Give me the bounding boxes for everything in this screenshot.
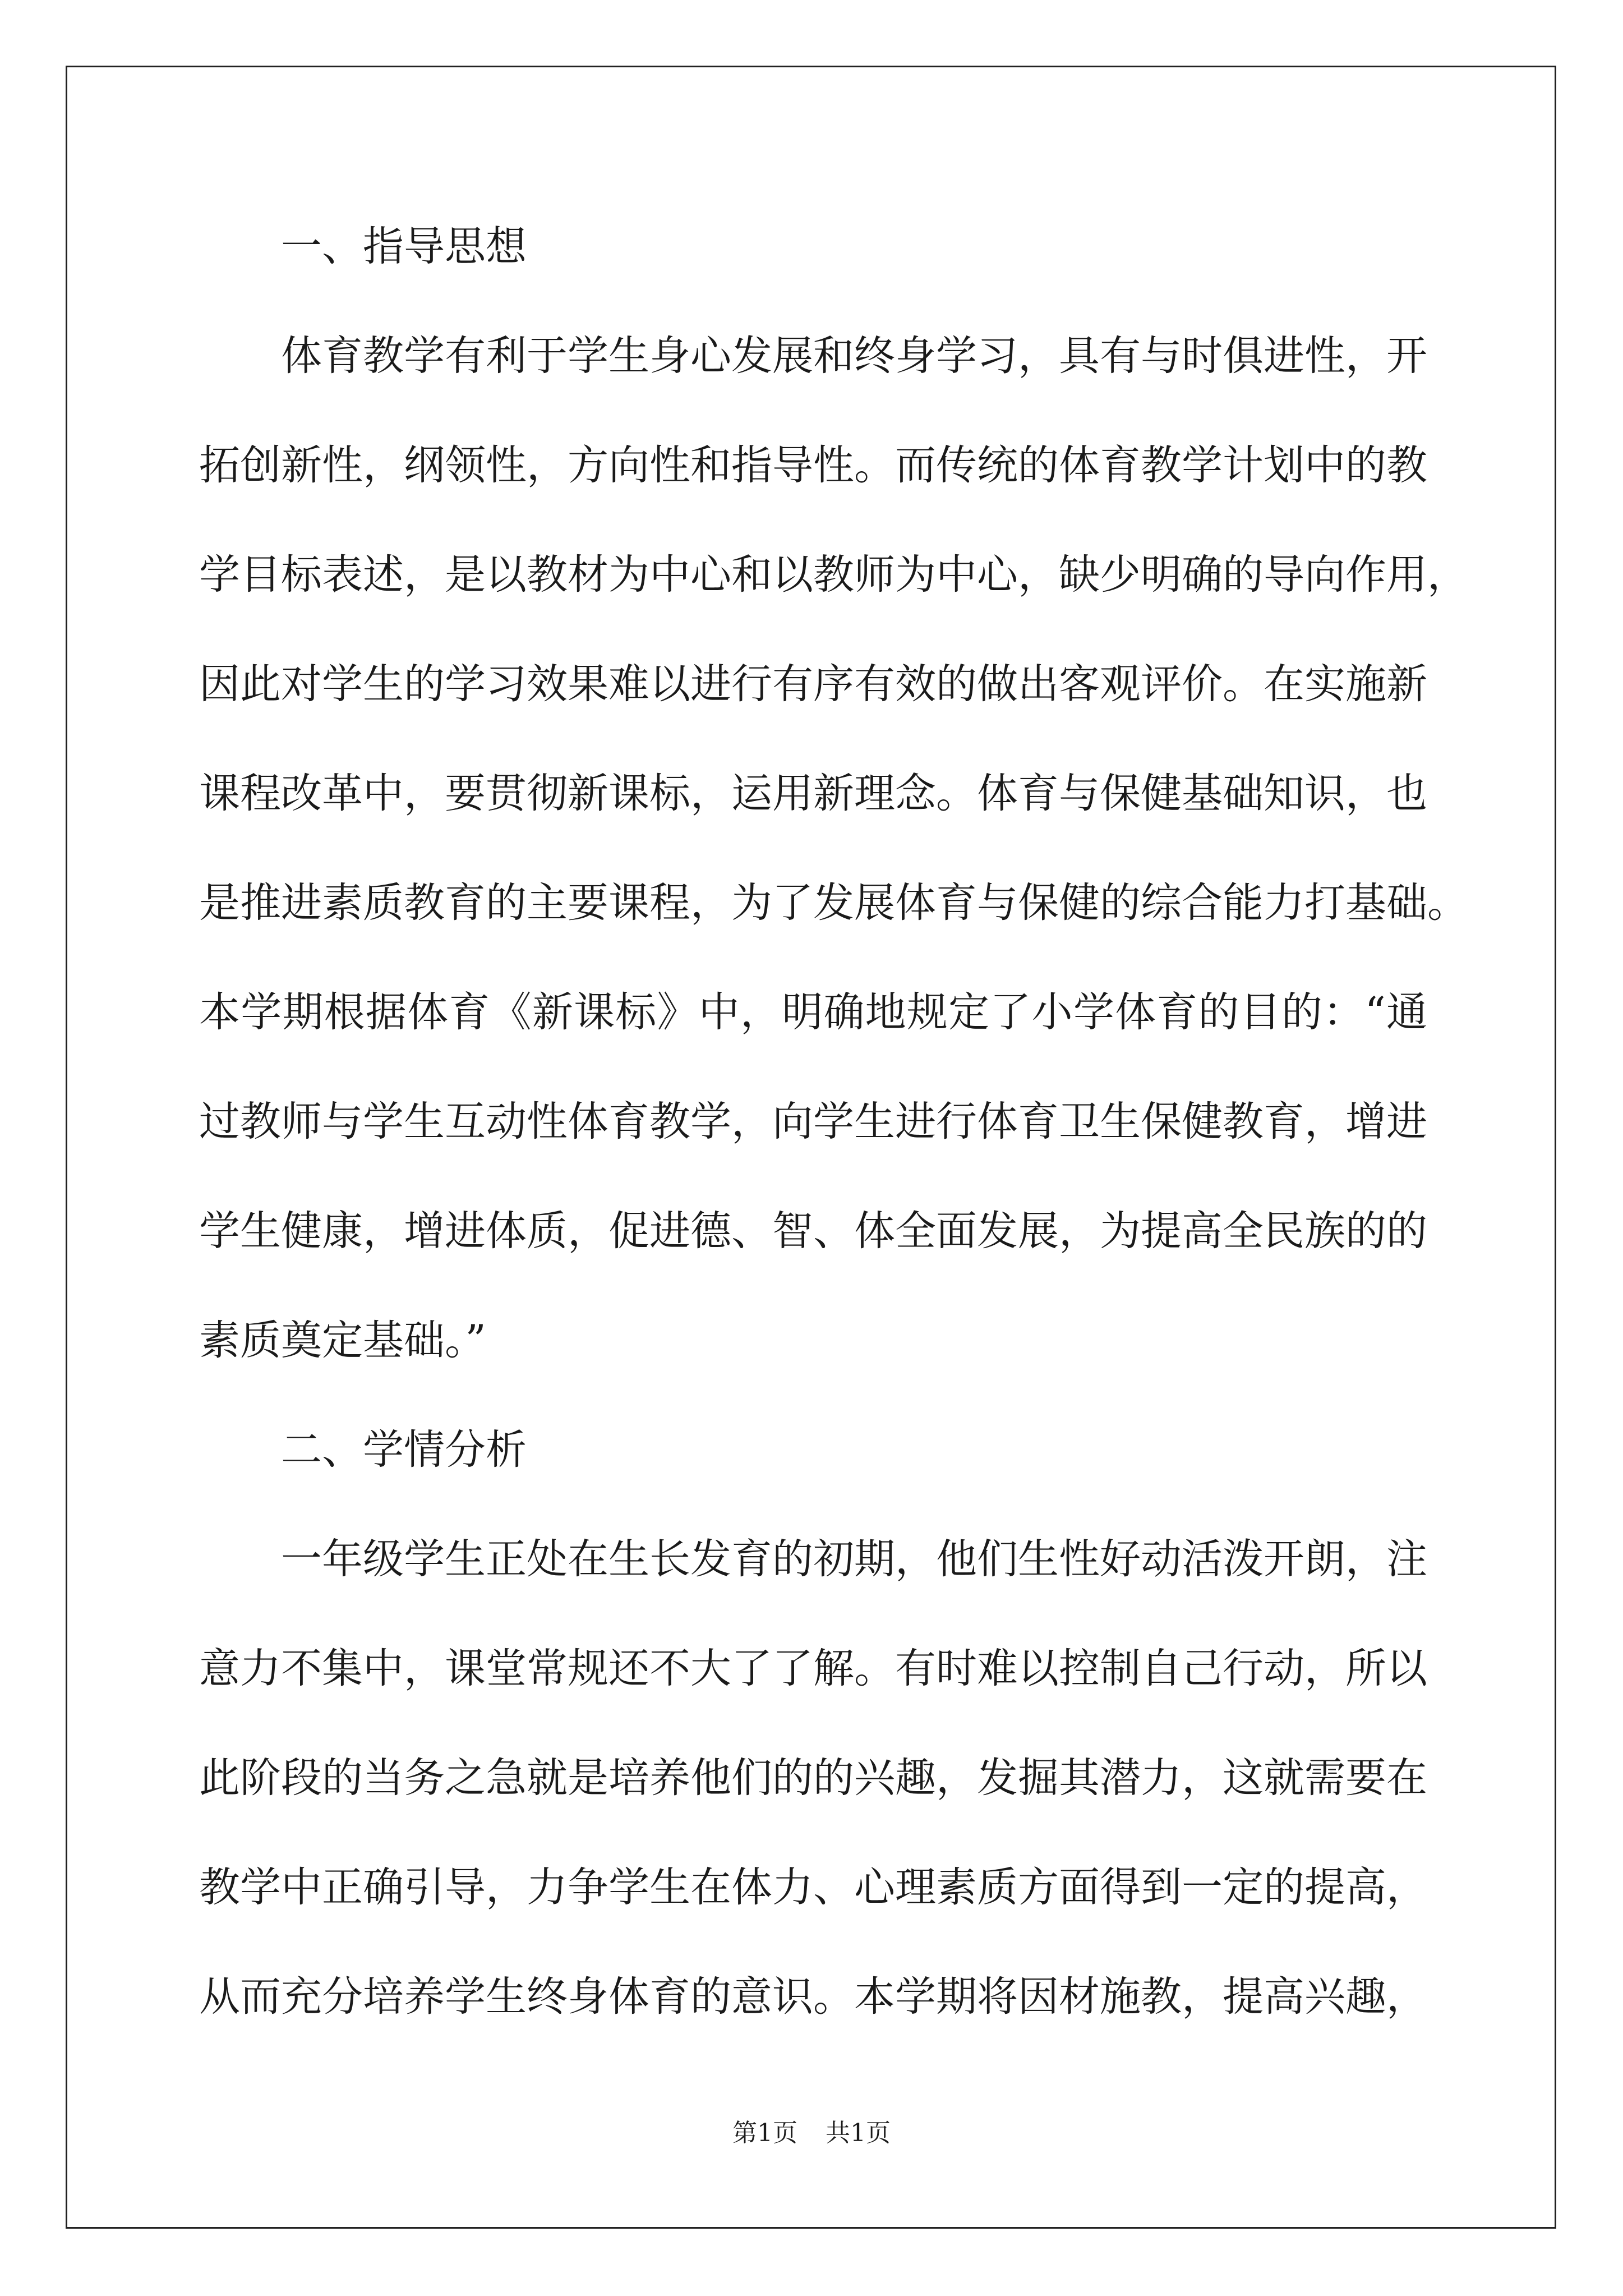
page-number: 第1页 [732,2119,797,2147]
text-line: 学生健康，增进体质，促进德、智、体全面发展，为提高全民族的的 [199,1207,1427,1255]
document-body [199,216,1468,2076]
text-line: 素质奠定基础。” [199,1317,486,1364]
text-line: 意力不集中，课堂常规还不大了了解。有时难以控制自己行动，所以 [199,1645,1427,1692]
text-line: 体育教学有利于学生身心发展和终身学习，具有与时俱进性，开 [281,332,1427,380]
page-footer [0,2116,1623,2150]
text-line: 课程改革中，要贯彻新课标，运用新理念。体育与保健基础知识，也 [199,770,1427,817]
text-line: 因此对学生的学习效果难以进行有序有效的做出客观评价。在实施新 [199,660,1427,708]
text-line: 一、指导思想 [281,223,527,270]
text-line: 本学期根据体育《新课标》中，明确地规定了小学体育的目的：“通 [199,988,1427,1036]
text-line: 一年级学生正处在生长发育的初期，他们生性好动活泼开朗，注 [281,1535,1427,1583]
text-line: 二、学情分析 [281,1426,527,1474]
text-line: 从而充分培养学生终身体育的意识。本学期将因材施教，提高兴趣， [199,1973,1427,2021]
text-line: 过教师与学生互动性体育教学，向学生进行体育卫生保健教育，增进 [199,1098,1427,1145]
text-line: 此阶段的当务之急就是培养他们的的兴趣，发掘其潜力，这就需要在 [199,1754,1427,1802]
text-line: 学目标表述，是以教材为中心和以教师为中心，缺少明确的导向作用， [199,551,1468,599]
text-line: 教学中正确引导，力争学生在体力、心理素质方面得到一定的提高， [199,1864,1427,1911]
text-line: 拓创新性，纲领性，方向性和指导性。而传统的体育教学计划中的教 [199,441,1427,489]
page-total: 共1页 [826,2119,891,2147]
text-line: 是推进素质教育的主要课程，为了发展体育与保健的综合能力打基础。 [199,879,1468,927]
